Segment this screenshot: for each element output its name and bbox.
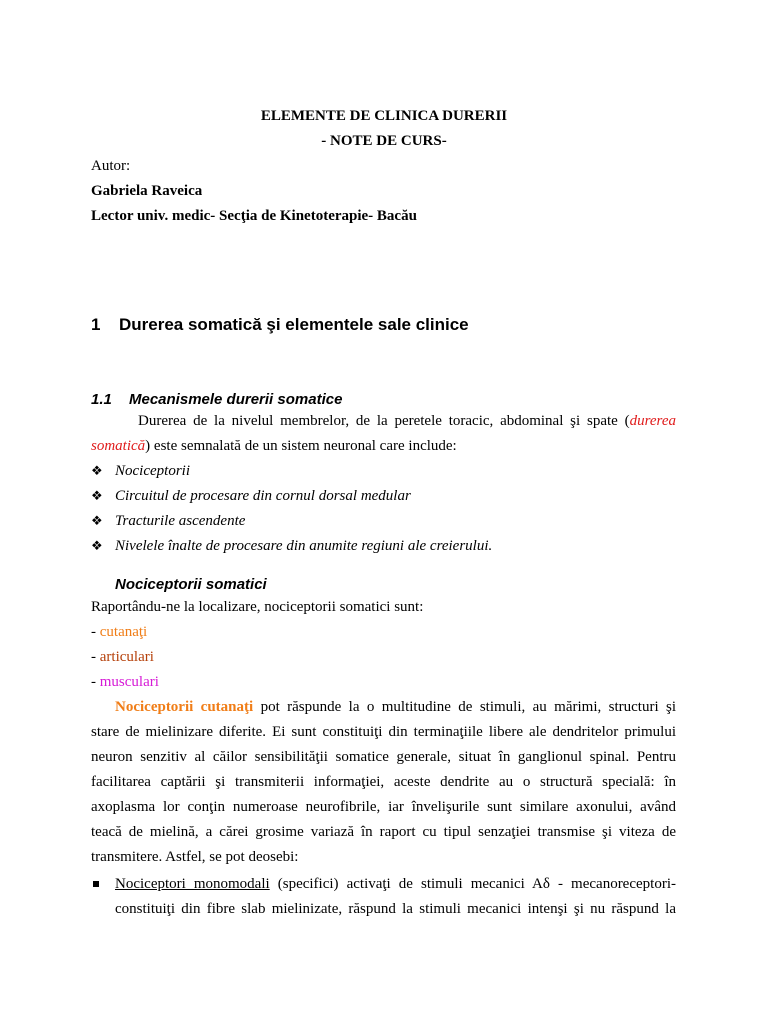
list-item-text: Circuitul de procesare din cornul dorsal medular [115,488,411,504]
nociceptor-type-label: cutanaţi [99,624,148,640]
intro-text: ) este semnalată de un sistem neuronal care include: [145,438,457,454]
nociceptor-type-item [91,648,154,666]
dash: - [91,674,100,690]
nociceptors-intro: Raportându-ne la localizare, nociceptorii somatici sunt: [91,599,424,615]
section-number: 1.1 [91,391,112,408]
diamond-bullet-icon: ❖ [91,513,103,528]
paragraph-line: transmitere. Astfel, se pot deosebi: [91,849,299,865]
cutaneous-nociceptors-term: Nociceptorii cutanaţi [115,699,254,715]
paragraph-line: axoplasma lor conţin numeroase neurofibrile, iar învelişurile sunt similare axonului, având [91,799,676,815]
diamond-bullet-icon: ❖ [91,538,103,553]
list-item [91,537,492,555]
list-item-text: Tracturile ascendente [115,513,246,529]
intro-line-1 [91,412,676,430]
somatic-pain-term: durerea [629,413,676,429]
intro-line-2 [91,437,457,455]
intro-text: Durerea de la nivelul membrelor, de la peretele toracic, abdominal şi spate ( [138,413,630,429]
paragraph-text: pot răspunde la o multitudine de stimuli, au mărimi, structuri şi [253,699,676,715]
diamond-bullet-icon: ❖ [91,488,103,503]
section-1-1-heading [91,391,342,409]
diamond-bullet-icon: ❖ [91,463,103,478]
document-title: ELEMENTE DE CLINICA DURERII [260,108,508,124]
nociceptors-heading: Nociceptorii somatici [115,576,267,593]
section-title: Mecanismele durerii somatice [129,391,343,408]
nociceptor-type-item [91,623,147,641]
section-number: 1 [91,315,101,334]
author-position: Lector univ. medic- Secţia de Kinetoterapie- Bacău [91,208,417,224]
somatic-pain-term: somatică [91,438,146,454]
nociceptor-type-label: musculari [99,674,159,690]
nociceptor-type-item [91,673,159,691]
section-title: Durerea somatică şi elementele sale clinice [119,315,469,334]
list-item-text: Nociceptorii [115,463,190,479]
list-item [91,462,190,480]
monomodal-nociceptors-term: Nociceptori monomodali [115,876,270,892]
dash: - [91,624,100,640]
list-item-text: Nivelele înalte de procesare din anumite regiuni ale creierului. [115,538,493,554]
dash: - [91,649,100,665]
paragraph-line: facilitarea captării şi transmiterii informaţiei, aceste dendrite au o structură specială: în [91,774,676,790]
list-item [91,875,676,893]
list-item [91,512,245,530]
list-item [91,487,411,505]
list-item-text: (specifici) activaţi de stimuli mecanici Aδ - mecanoreceptori- [269,876,676,892]
section-1-heading [91,315,469,335]
square-bullet-icon [93,881,99,887]
paragraph-line [91,698,676,716]
list-item-continuation: constituiţi din fibre slab mielinizate, răspund la stimuli mecanici intenşi şi nu răspund la [115,901,676,917]
paragraph-line: neuron senzitiv al căilor sensibilităţii somatice generale, situat în ganglionul spinal. Pentru [91,749,676,765]
author-label: Autor: [91,158,131,174]
document-subtitle: - NOTE DE CURS- [321,133,447,149]
author-name: Gabriela Raveica [91,183,203,199]
paragraph-line: stare de mielinizare diferite. Ei sunt constituiţi din terminaţiile libere ale dendritelor primului [91,724,676,740]
nociceptor-type-label: articulari [99,649,154,665]
paragraph-line: teacă de mielină, a cărei grosime variază în raport cu tipul senzaţiei transmise şi viteza de [91,824,676,840]
